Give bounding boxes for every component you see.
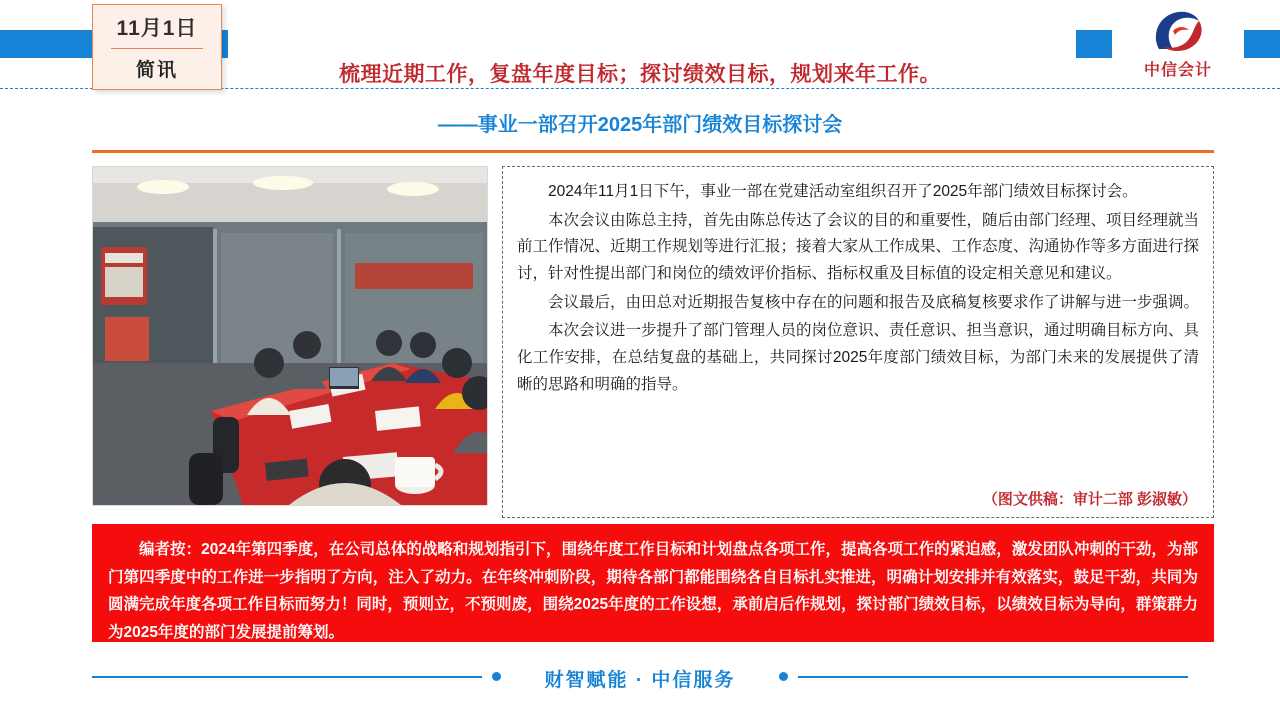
editor-note-text: 2024年第四季度，在公司总体的战略和规划指引下，围绕年度工作目标和计划盘点各项工作，提高各项工作的紧迫感，激发团队冲刺的干劲，为部门第四季度中的工作进一步指明了方向，注入了动力。在年终冲刺阶段，期待各部门都能围绕各自目标扎实推进，明确计划安排并有效落实，鼓足干劲，共同为圆满完成年度各项工作目标而努力！同时，预则立，不预则废，围绕2025年度的工作设想，承前启后作规划，探讨部门绩效目标，以绩效目标为导向，群策群力为2025年度的部门发展提前筹划。 [108,541,1198,641]
article-body [502,166,1214,518]
page-header [0,0,1280,100]
footer-dot-right-icon [779,672,788,681]
header-white-gap [228,30,1076,58]
logo-text: 中信会计 [1143,61,1212,79]
article-paragraph: 本次会议进一步提升了部门管理人员的岗位意识、责任意识、担当意识，通过明确目标方向、具化工作安排，在总结复盘的基础上，共同探讨2025年度部门绩效目标，为部门未来的发展提供了清晰的思路和明确的指导。 [517,322,1200,393]
article-credit: （图文供稿：审计二部 彭淑敏） [982,491,1197,508]
article-paragraph: 本次会议由陈总主持，首先由陈总传达了会议的目的和重要性，随后由部门经理、项目经理就当前工作情况、近期工作规划等进行汇报；接着大家从工作成果、工作态度、沟通协作等多方面进行探讨，针对性提出部门和岗位的绩效评价指标、指标权重及目标值的设定相关意见和建议。 [517,211,1200,282]
orange-divider [92,150,1214,153]
editor-note-label: 编者按： [139,541,202,558]
meeting-photo [92,166,488,506]
footer-rule-right [798,676,1188,678]
swirl-logo-icon [1149,9,1207,53]
brief-label: 简讯 [135,60,178,81]
date-badge-divider [111,48,203,49]
article-paragraph: 会议最后，由田总对近期报告复核中存在的问题和报告及底稿复核要求作了讲解与进一步强调。 [548,293,1200,311]
date-text: 11月1日 [116,17,198,40]
page-footer [0,662,1280,720]
sub-title: ——事业一部召开2025年部门绩效目标探讨会 [437,114,843,136]
article-content [92,166,1214,518]
main-title: 梳理近期工作，复盘年度目标；探讨绩效目标，规划来年工作。 [339,63,941,86]
article-paragraph: 2024年11月1日下午，事业一部在党建活动室组织召开了2025年部门绩效目标探讨会。 [548,183,1138,200]
editor-note [92,524,1214,642]
footer-slogan: 财智赋能 · 中信服务 [544,670,736,691]
